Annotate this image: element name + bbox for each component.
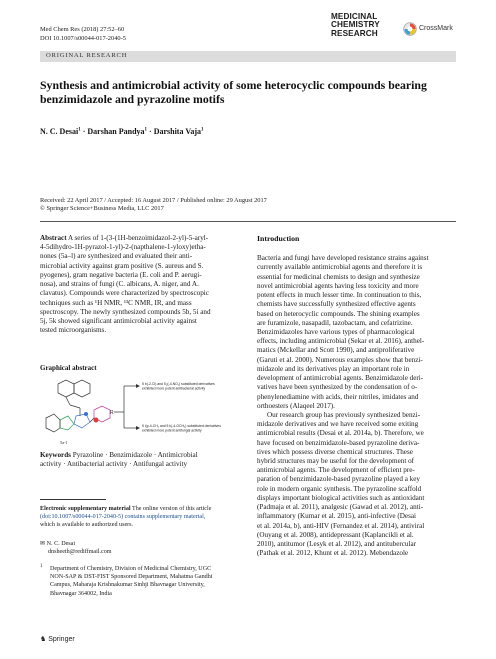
mail-icon: ✉ xyxy=(40,541,46,547)
abstract-line: nosa), and strains of fungi (C. albicans, A. niger, and A. xyxy=(40,280,199,289)
abstract-line: spectroscopy. The newly synthesized compounds 5b, 5i and xyxy=(40,307,211,316)
author-1[interactable]: N. C. Desai xyxy=(40,127,79,136)
graphical-abstract-heading: Graphical abstract xyxy=(40,364,97,372)
esm-label: Electronic supplementary material xyxy=(40,506,131,512)
abstract-line: clavatus). Compounds were characterized by spectroscopic xyxy=(40,289,209,298)
ga-label-bottom-2: exhibited more potent antifungal activity xyxy=(142,428,202,433)
dates-line: Received: 22 April 2017 / Accepted: 16 August 2017 / Published online: 29 August 2017 xyxy=(40,197,267,204)
abstract xyxy=(40,234,245,335)
author-3-affil: 1 xyxy=(201,127,204,133)
molecule-structure-icon xyxy=(40,376,245,448)
affil-line: Bhavnagar 364002, India xyxy=(50,590,112,597)
abstract-line: 4-5dihydro-1H-pyrazol-1-yl)-2-(napthalene-1-yloxy)etha- xyxy=(40,243,206,252)
article-type: ORIGINAL RESEARCH xyxy=(46,52,128,59)
author-3[interactable]: Darshita Vaja xyxy=(153,127,202,136)
logo-line-3: RESEARCH xyxy=(331,28,378,38)
intro-paragraph-1: Bacteria and fungi have developed resistance strains against currently available antimicrobial agents and therefore it is essential for medicinal chemists to design and synthesize novel antimicrobial agents having less toxicity and more potent effects in much lesser time. In continuation to this, chemists have successfully synthesized effective agents based on heterocyclic compounds. The shining examples are furamizole, nasapadil, tazobactam, and cefatrizine. Benzimidazoles have various types of pharmacological effects, including antimicrobial (Sekar et al. 2016), anthel- matics (Mckellar and Scott 1990), and antiproliferative (Garuti et al. 2000). Numerous examples show that benzi- midazole and its derivatives play an important role in development of antimicrobial agents. Benzimidazole deri- vatives have been synthesized by the condensation of o- phenylenediamine with acids, their nitriles, imidates and orthoesters (Alaqeel 2017). xyxy=(257,254,429,410)
article-type-banner xyxy=(40,51,456,62)
journal-logo xyxy=(331,13,455,49)
author-2[interactable]: Darshan Pandya xyxy=(87,127,145,136)
article-title: Synthesis and antimicrobial activity of some heterocyclic compounds bearing benzimidazole and pyrazoline motifs xyxy=(40,78,427,107)
introduction-heading: Introduction xyxy=(257,234,300,243)
keywords xyxy=(40,451,245,469)
supplementary-note: Electronic supplementary material The online version of this article (doi:10.1007/s00044-017-2040-5) contains supplementary material, which is available to authorized users. xyxy=(40,505,245,529)
keywords-line: activity · Antibacterial activity · Antifungal activity xyxy=(40,460,188,469)
affil-line: Campus, Maharaja Krishnakumar Sinhji Bhavnagar University, xyxy=(50,582,205,589)
ga-label-bottom: 5 i(p-4-CH₃ and 5 k(-4-OCH₃) substituted derivatives xyxy=(142,424,221,428)
abstract-line: nones (5a–l) are synthesized and evaluated their anti- xyxy=(40,252,193,261)
abstract-line: tested microorganisms. xyxy=(40,326,107,335)
author-list xyxy=(40,127,204,136)
esm-line: which is available to authorized users. xyxy=(40,522,134,529)
keywords-label: Keywords xyxy=(40,451,71,459)
author-separator: · xyxy=(82,127,86,136)
author-email[interactable]: dnsheeth@rediffmail.com xyxy=(48,549,112,556)
logo-line-1: MEDICINAL xyxy=(331,12,378,21)
header-divider xyxy=(40,221,456,222)
ga-label-top-2: exhibited more potent antibacterial activity xyxy=(142,386,206,391)
logo-line-2: CHEMISTRY xyxy=(331,20,380,30)
abstract-line: Abstract A series of 1-(3-(1H-benzoimidazol-2-yl)-5-aryl- xyxy=(40,234,209,242)
intro-paragraph-2: Our research group has previously synthesized benzi- midazole derivatives and we have received some exiting antimicrobial results (Desai et al. 2014a, b). Therefore, we have focused on benzimidazole-based pyrazoline deriva- tives which possess diverse chemical structures. These hybrid structures may be useful for the development of antimicrobial agents. The development of efficient pre- paration of benzimidazole-based pyrazoline played a key role in modern organic synthesis. The pyrazoline scaffold displays important biological activities such as antioxidant (Padmaja et al. 2011), analgesic (Gawad et al. 2012), anti- inflammatory (Kumar et al. 2015), anti-infective (Desai et al. 2014a, b), anti-HIV (Fernandez et al. 2014), antiviral (Ouyang et al. 2008), antidepressant (Kaplancikli et al. 2010), antitumor (Lesyk et al. 2012), and antitubercular (Pathak et al. 2012, Khunt et al. 2012). Mebendazole xyxy=(257,410,425,558)
crossmark-icon[interactable] xyxy=(403,22,417,36)
svg-text:R: R xyxy=(110,410,114,416)
publication-dates xyxy=(40,197,267,214)
keywords-line: Keywords Pyrazoline · Benzimidazole · Antimicrobial xyxy=(40,451,198,459)
abstract-line: techniques such as ¹H NMR, ¹³C NMR, IR, and mass xyxy=(40,298,192,307)
abstract-line: microbial activity against gram positive (S. aureus and S. xyxy=(40,261,204,270)
doi[interactable]: DOI 10.1007/s00044-017-2040-5 xyxy=(40,35,126,42)
author-2-affil: 1 xyxy=(144,127,148,133)
abstract-line: pyogenes), gram negative bacteria (E. coli and P. aerugi- xyxy=(40,270,202,279)
affil-line: NON-SAP & DST-FIST Sponsored Department, Mahatma Gandhi xyxy=(50,574,213,581)
publisher-footer xyxy=(40,635,75,643)
publisher-name: Springer xyxy=(48,636,75,643)
graphical-abstract xyxy=(40,376,245,448)
esm-doi-link[interactable]: (doi:10.1007/s00044-017-2040-5) contains supplementary material, xyxy=(40,514,206,521)
affiliation xyxy=(40,565,245,598)
copyright-line: © Springer Science+Business Media, LLC 2017 xyxy=(40,205,164,213)
footnote-divider xyxy=(40,499,106,500)
ga-label-top: 5 b(-2-Cl) and 5 j(-4-NO₂) substituted derivatives xyxy=(142,382,215,386)
abstract-label: Abstract xyxy=(40,234,67,242)
compound-label: 5a-l xyxy=(60,440,67,445)
corresponding-author: N. C. Desai xyxy=(46,541,76,547)
affil-line: Department of Chemistry, Division of Medicinal Chemistry, UGC xyxy=(50,566,212,572)
correspondence xyxy=(40,540,112,556)
author-1-affil: 1 xyxy=(78,127,81,133)
author-separator: · xyxy=(149,127,152,136)
journal-citation: Med Chem Res (2018) 27:52–60 xyxy=(40,26,125,33)
introduction xyxy=(257,234,456,558)
crossmark-label[interactable]: CrossMark xyxy=(419,25,453,32)
affil-number: 1 xyxy=(40,563,43,569)
abstract-line: 5j, 5k showed significant antimicrobial activity against xyxy=(40,316,197,325)
springer-horse-icon: ♞ xyxy=(40,636,47,643)
